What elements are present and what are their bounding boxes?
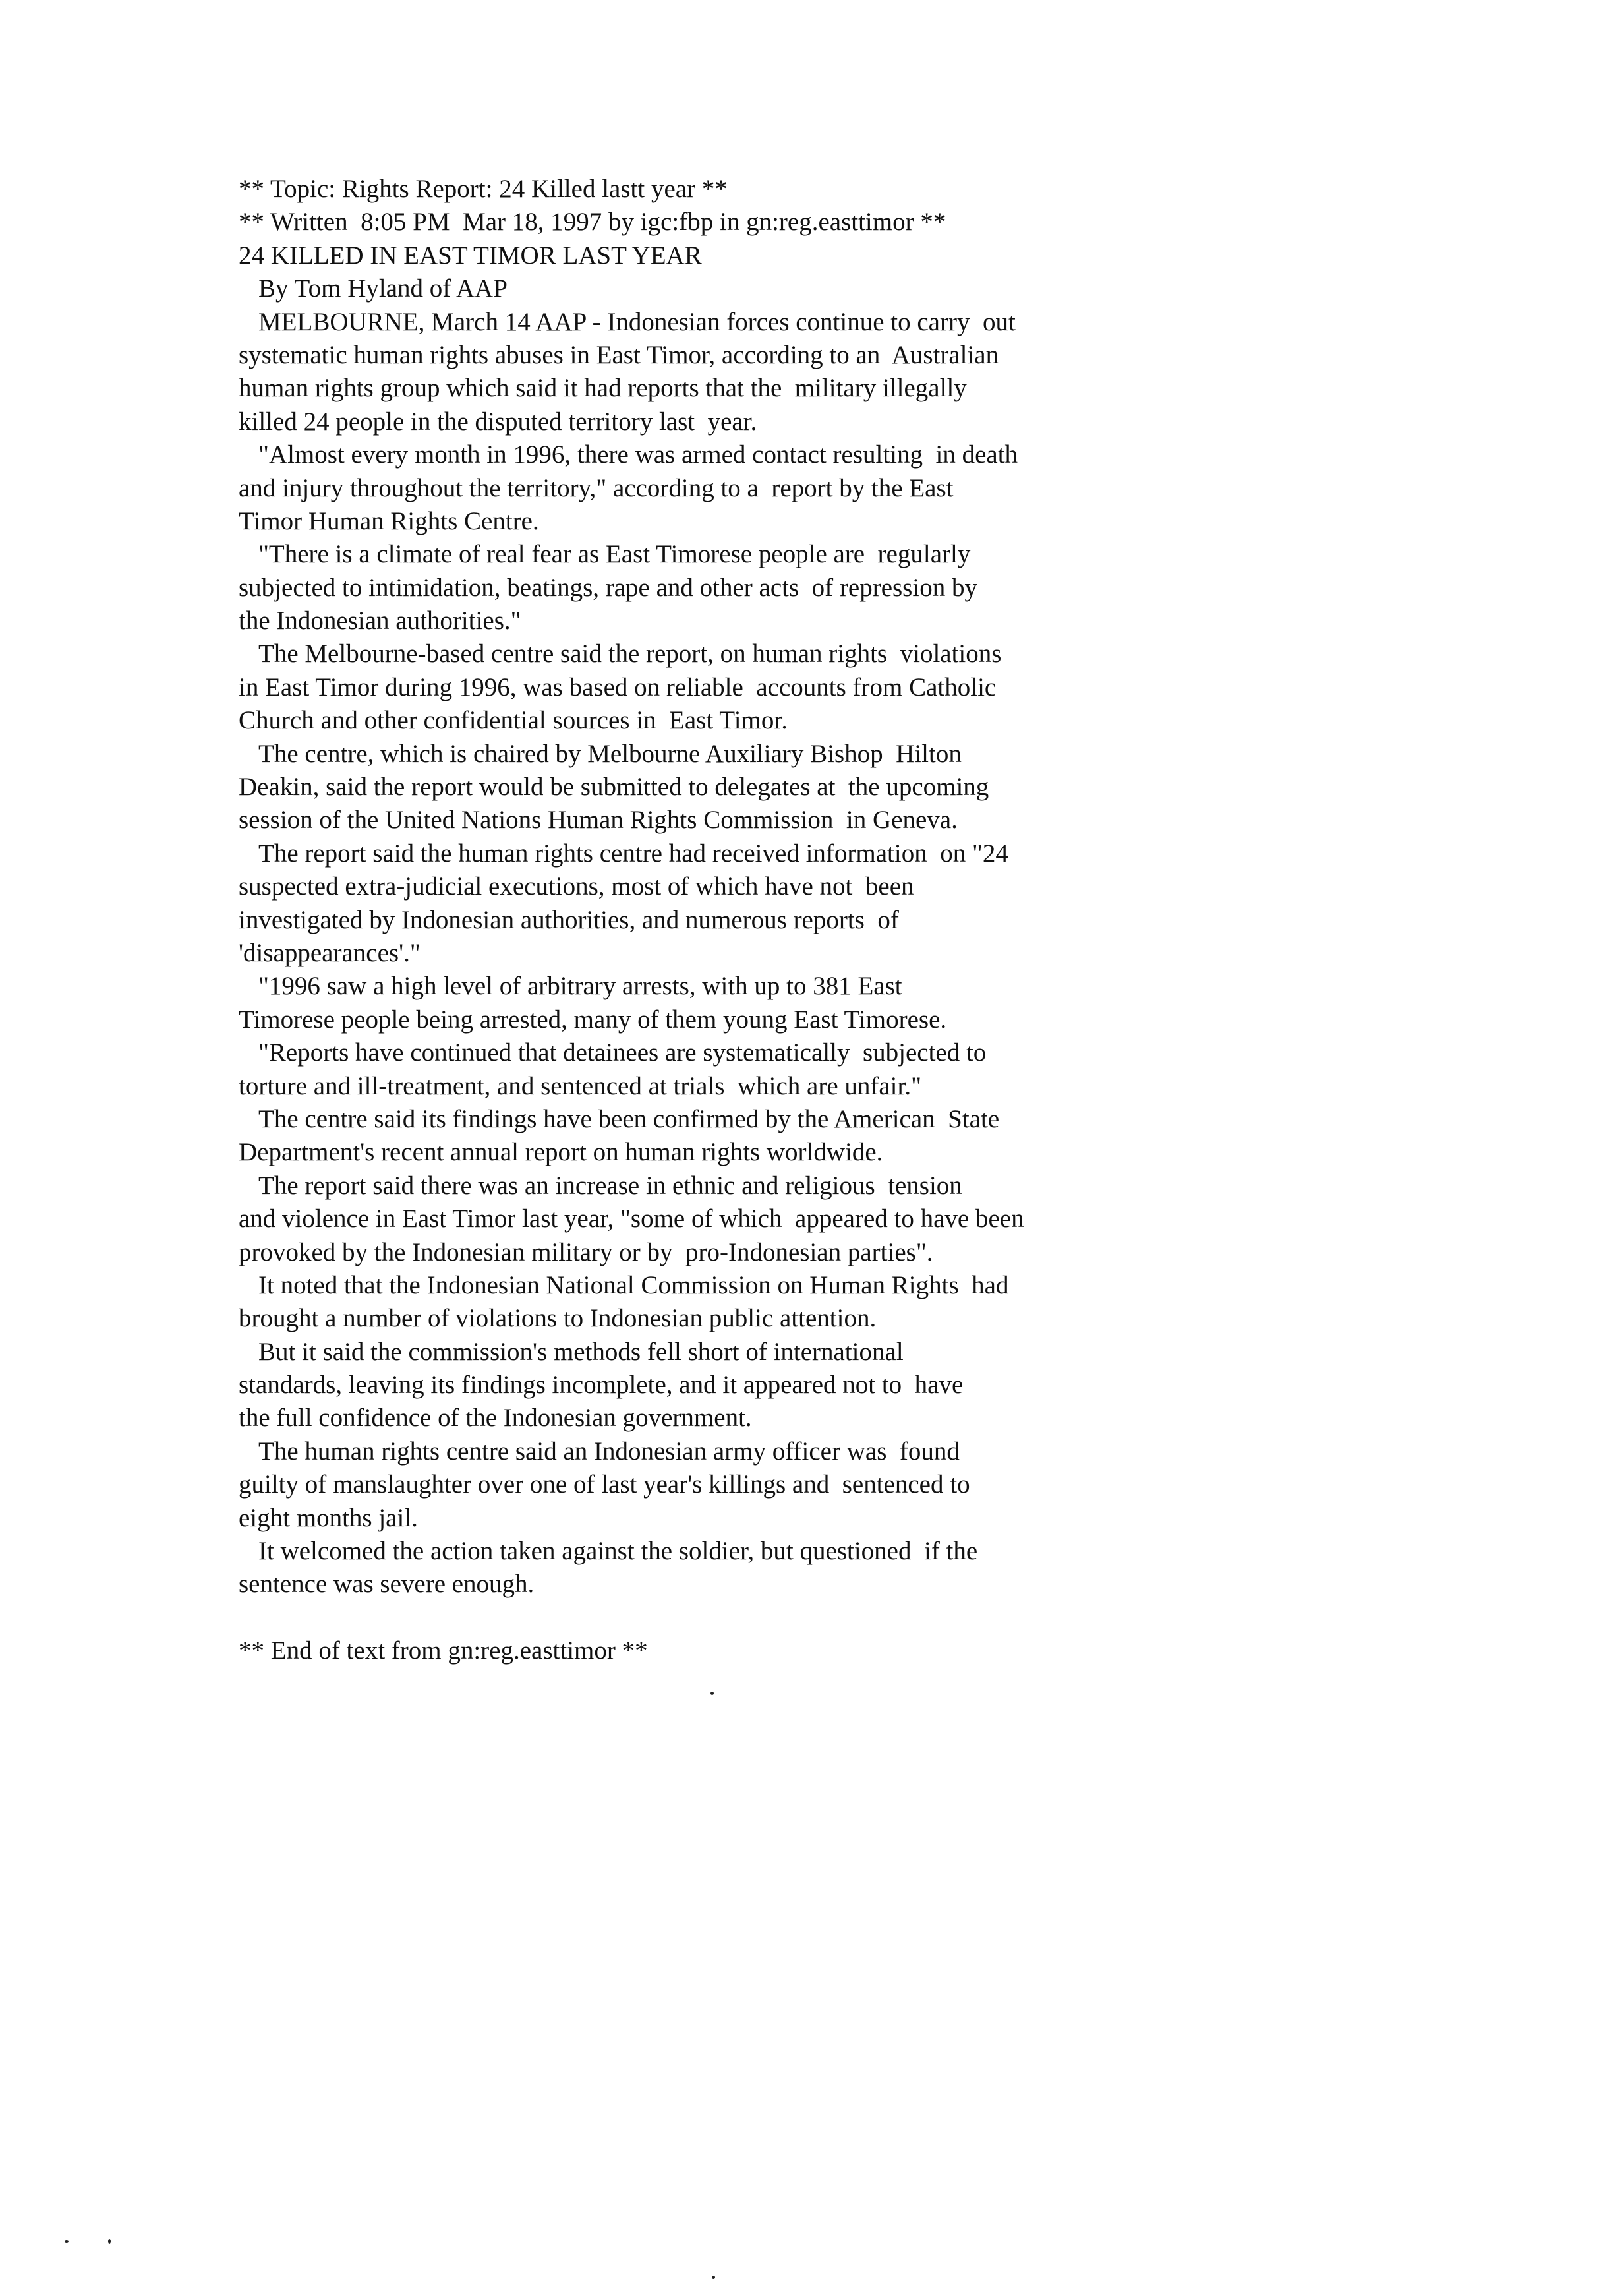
article-text [239,173,1399,1668]
body-line: It welcomed the action taken against the soldier, but questioned if the [258,1537,978,1566]
body-line: The human rights centre said an Indonesian army officer was found [258,1437,960,1466]
body-line: the Indonesian authorities." [239,607,521,636]
body-line: The centre, which is chaired by Melbourne Auxiliary Bishop Hilton [258,739,962,768]
body-line: and injury throughout the territory," according to a report by the East [239,473,954,502]
body-line: The Melbourne-based centre said the report, on human rights violations [258,639,1002,669]
body-line: "Reports have continued that detainees are systematically subjected to [258,1038,987,1067]
body-line: Deakin, said the report would be submitted to delegates at the upcoming [239,773,989,802]
blank-gap [239,1601,1399,1634]
body-line: session of the United Nations Human Rights Commission in Geneva. [239,806,958,835]
body-line: in East Timor during 1996, was based on reliable accounts from Catholic [239,672,997,701]
body-line: provoked by the Indonesian military or by pro-Indonesian parties". [239,1237,933,1266]
body-line: The report said the human rights centre had received information on "24 [258,839,1008,868]
body-line: human rights group which said it had reports that the military illegally [239,374,967,403]
body-line: killed 24 people in the disputed territory last year. [239,407,757,436]
body-line: the full confidence of the Indonesian government. [239,1404,752,1433]
footer-line: ** End of text from gn:reg.easttimor ** [239,1636,648,1665]
body-line: Timorese people being arrested, many of them young East Timorese. [239,1005,947,1034]
body-line: MELBOURNE, March 14 AAP - Indonesian forces continue to carry out [258,307,1016,336]
body-line: "There is a climate of real fear as East Timorese people are regularly [258,540,971,569]
body-line: eight months jail. [239,1503,418,1532]
scan-speck [712,2276,715,2279]
scan-speck [108,2239,111,2244]
body-line: "Almost every month in 1996, there was armed contact resulting in death [258,440,1018,469]
scan-speck [65,2240,69,2243]
headline: 24 KILLED IN EAST TIMOR LAST YEAR [239,241,702,270]
body-line: Church and other confidential sources in East Timor. [239,706,788,735]
body-line: 'disappearances'." [239,938,420,967]
body-line: torture and ill-treatment, and sentenced at trials which are unfair." [239,1071,922,1100]
topic-line: ** Topic: Rights Report: 24 Killed lastt year ** [239,175,728,203]
body-line: "1996 saw a high level of arbitrary arrests, with up to 381 East [258,972,902,1001]
body-line: brought a number of violations to Indonesian public attention. [239,1304,877,1333]
body-line: Department's recent annual report on human rights worldwide. [239,1138,883,1167]
written-line: ** Written 8:05 PM Mar 18, 1997 by igc:fbp in gn:reg.easttimor ** [239,208,946,237]
body-line: The report said there was an increase in ethnic and religious tension [258,1171,962,1200]
scan-speck [710,1692,714,1695]
body-line: Timor Human Rights Centre. [239,506,539,535]
body-line: suspected extra-judicial executions, most of which have not been [239,872,914,901]
byline: By Tom Hyland of AAP [258,274,508,303]
body-line: standards, leaving its findings incomplete, and it appeared not to have [239,1371,964,1400]
body-line: investigated by Indonesian authorities, and numerous reports of [239,905,899,934]
body-line: It noted that the Indonesian National Commission on Human Rights had [258,1270,1009,1299]
body-line: and violence in East Timor last year, "some of which appeared to have been [239,1204,1024,1234]
body-line: sentence was severe enough. [239,1570,535,1599]
body-line: The centre said its findings have been confirmed by the American State [258,1104,1000,1133]
body-line: systematic human rights abuses in East Timor, according to an Australian [239,340,999,369]
body-line: guilty of manslaughter over one of last year's killings and sentenced to [239,1470,970,1499]
body-line: But it said the commission's methods fell short of international [258,1337,904,1366]
body-line: subjected to intimidation, beatings, rape and other acts of repression by [239,573,977,602]
